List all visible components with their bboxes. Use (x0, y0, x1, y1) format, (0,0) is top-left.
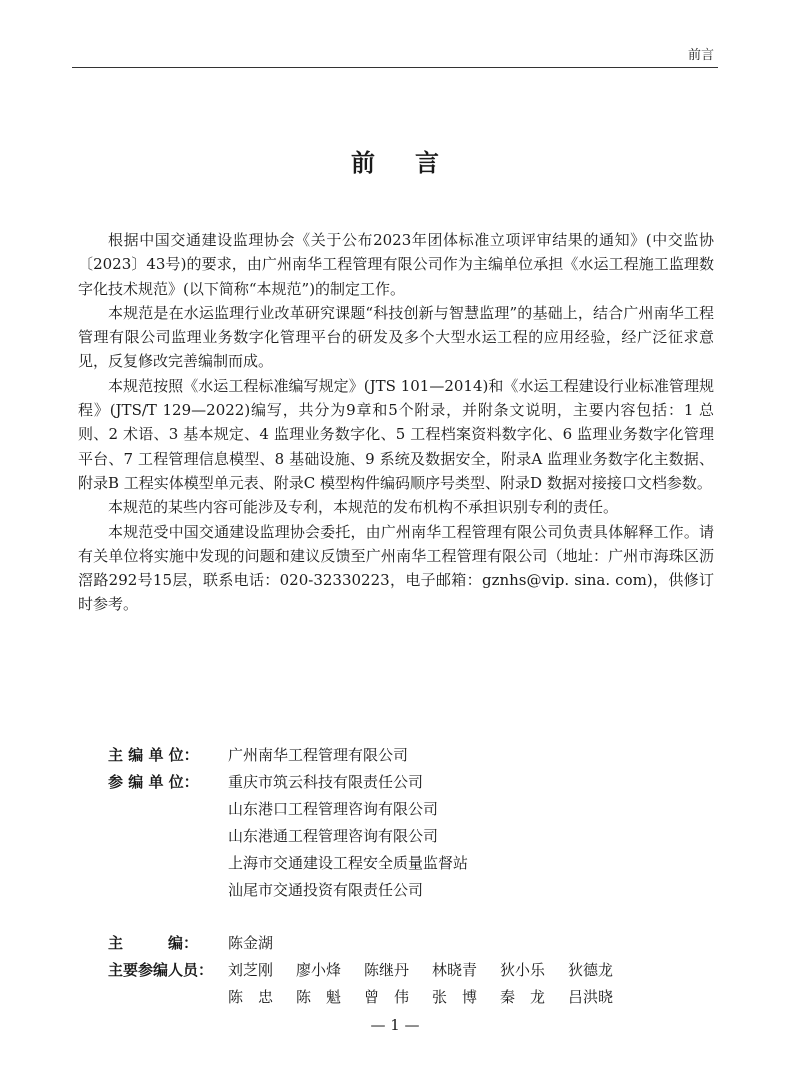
participant-name: 吕洪晓 (568, 988, 614, 1006)
participant-name: 陈继丹 (364, 961, 410, 979)
paragraph: 本规范按照《水运工程标准编写规定》(JTS 101—2014)和《水运工程建设行业标准管理规程》(JTS/T 129—2022)编写，共分为9章和5个附录，并附条文说明，主要内容包括：1 总则、2 术语、3 基本规定、4 监理业务数字化、5 工程档案资料数字化、6 监理业务数字化管理平台、7 工程管理信息模型、8 基础设施、9 系统及数据安全，附录A 监理业务数字化主数据、附录B 工程实体模型单元表、附录C 模型构件编码顺序号类型、附录D 数据对接接口文档参数。 (78, 376, 714, 492)
main-participants-label: 主要参编人员： (108, 961, 214, 979)
chief-editor-label: 主 编： (108, 934, 199, 952)
page-number: — 1 — (370, 1016, 420, 1034)
participant-name: 林晓青 (432, 961, 478, 979)
chief-unit-value: 广州南华工程管理有限公司 (228, 746, 409, 764)
chief-unit-label: 主 编 单 位： (108, 746, 199, 764)
participant-name: 曾 伟 (364, 988, 410, 1006)
participating-units-row (108, 769, 636, 904)
chief-editor-value: 陈金湖 (228, 934, 274, 952)
page-title: 前言 (351, 149, 479, 177)
foreword-body (78, 228, 714, 617)
participating-units-label: 参 编 单 位： (108, 773, 199, 791)
paragraph: 根据中国交通建设监理协会《关于公布2023年团体标准立项评审结果的通知》(中交监协〔2023〕43号)的要求，由广州南华工程管理有限公司作为主编单位承担《水运工程施工监理数字化技术规范》(以下简称“本规范”)的制定工作。 (78, 231, 714, 298)
paragraph: 本规范是在水运监理行业改革研究课题“科技创新与智慧监理”的基础上，结合广州南华工程管理有限公司监理业务数字化管理平台的研发及多个大型水运工程的应用经验，经广泛征求意见，反复修改完善编制而成。 (78, 303, 714, 371)
header-rule (72, 67, 718, 68)
paragraph: 本规范的某些内容可能涉及专利，本规范的发布机构不承担识别专利的责任。 (108, 498, 619, 517)
chief-unit-row (108, 742, 636, 769)
participant-name: 廖小烽 (296, 961, 342, 979)
participant-names (228, 957, 636, 1011)
participating-unit: 山东港口工程管理咨询有限公司 (228, 800, 439, 818)
participating-unit: 重庆市筑云科技有限责任公司 (228, 773, 424, 791)
credits-block (108, 742, 636, 1011)
participant-name: 张 博 (432, 988, 478, 1006)
participating-unit: 山东港通工程管理咨询有限公司 (228, 827, 439, 845)
chief-editor-row (108, 930, 636, 957)
participating-unit: 上海市交通建设工程安全质量监督站 (228, 854, 469, 872)
participant-name: 陈 魁 (296, 988, 342, 1006)
participant-name: 秦 龙 (500, 988, 546, 1006)
participant-name: 狄小乐 (500, 961, 546, 979)
main-participants-row (108, 957, 636, 1011)
running-header: 前言 (687, 48, 714, 63)
participating-unit: 汕尾市交通投资有限责任公司 (228, 881, 424, 899)
paragraph: 本规范受中国交通建设监理协会委托，由广州南华工程管理有限公司负责具体解释工作。请有关单位将实施中发现的问题和建议反馈至广州南华工程管理有限公司（地址：广州市海珠区沥滘路292号15层，联系电话：020-32330223，电子邮箱：gznhs@vip. sina. com)，供修订时参考。 (78, 522, 714, 614)
participant-name: 陈 忠 (228, 988, 274, 1006)
participant-name: 刘芝刚 (228, 961, 274, 979)
participant-name: 狄德龙 (568, 961, 614, 979)
